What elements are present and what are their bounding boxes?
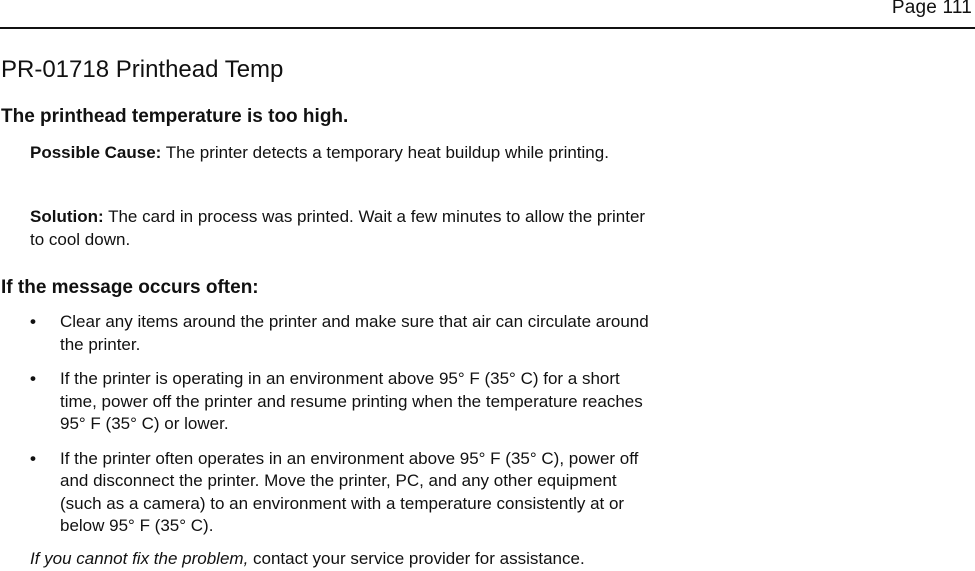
list-item bbox=[0, 448, 660, 538]
possible-cause-paragraph bbox=[30, 141, 660, 164]
footer-note bbox=[30, 548, 585, 570]
list-item bbox=[0, 311, 660, 356]
possible-cause-text: The printer detects a temporary heat buildup while printing. bbox=[161, 143, 609, 162]
bullet-marker: • bbox=[30, 312, 36, 331]
footer-text: contact your service provider for assistance. bbox=[248, 549, 585, 568]
page-number: Page 111 bbox=[891, 0, 972, 18]
possible-cause-label: Possible Cause: bbox=[30, 143, 162, 162]
list-item-text: If the printer is operating in an environment above 95° F (35° C) for a short time, power off the printer and resume printing when the temperature reaches 95° F (35° C) or lower. bbox=[60, 369, 643, 433]
list-item-text: If the printer often operates in an environment above 95° F (35° C), power off and disconnect the printer. Move the printer, PC, and any other equipment (such as a camera) to an environment with a temperature consistently at or below 95° F (35° C). bbox=[60, 448, 639, 535]
solution-text: The card in process was printed. Wait a few minutes to allow the printer to cool down. bbox=[30, 207, 646, 249]
bullet-marker: • bbox=[30, 369, 36, 388]
error-heading: The printhead temperature is too high. bbox=[1, 106, 349, 127]
solution-label: Solution: bbox=[30, 207, 104, 226]
list-item-text: Clear any items around the printer and make sure that air can circulate around the printer. bbox=[60, 312, 649, 354]
bullet-list bbox=[0, 311, 680, 550]
page-header bbox=[0, 0, 975, 29]
list-item bbox=[0, 368, 660, 436]
document-title: PR-01718 Printhead Temp bbox=[1, 56, 284, 83]
bullet-marker: • bbox=[30, 448, 36, 468]
solution-paragraph bbox=[30, 205, 660, 251]
footer-italic: If you cannot fix the problem, bbox=[30, 549, 249, 568]
often-heading: If the message occurs often: bbox=[1, 277, 259, 298]
